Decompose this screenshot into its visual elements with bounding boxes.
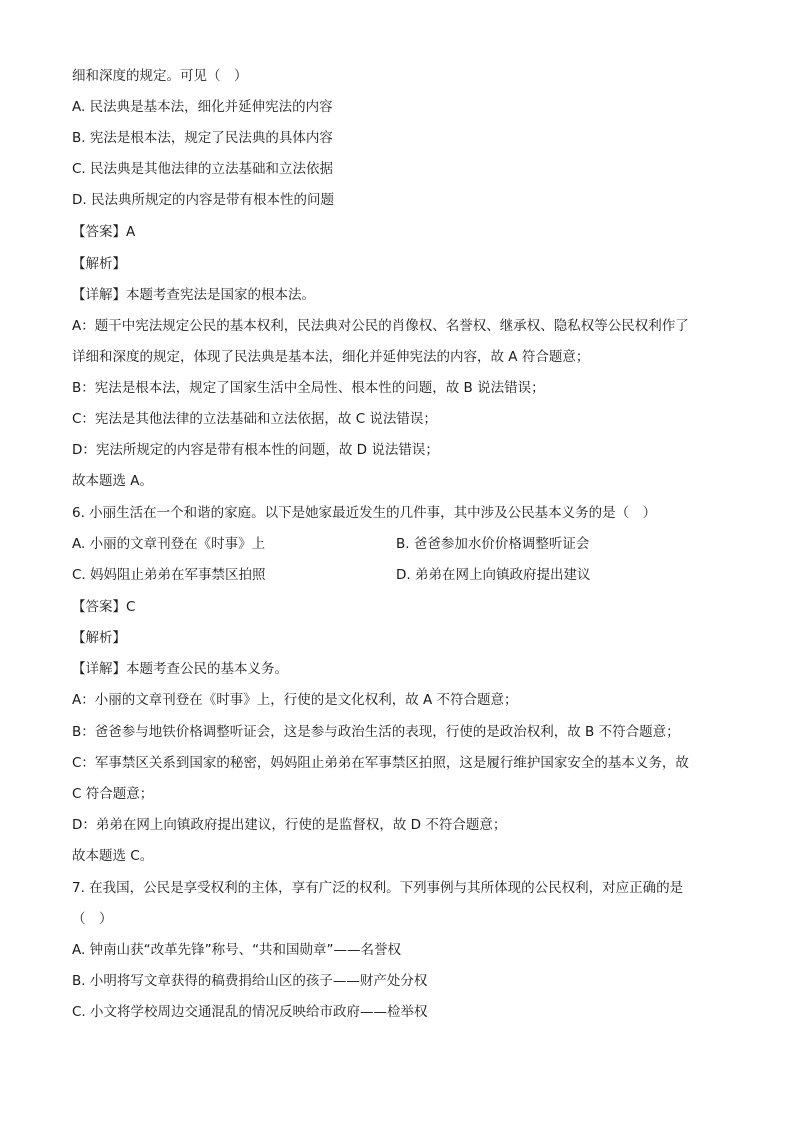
q6-explain-3: C：军事禁区关系到国家的秘密，妈妈阻止弟弟在军事禁区拍照，这是履行维护国家安全的基本义务，故 bbox=[72, 755, 689, 771]
q6-explain-4: C 符合题意； bbox=[72, 786, 154, 802]
q5-explain-1: A：题干中宪法规定公民的基本权利，民法典对公民的肖像权、名誉权、继承权、隐私权等公民权利作了 bbox=[72, 318, 689, 334]
q5-detail: 【详解】本题考查宪法是国家的根本法。 bbox=[72, 287, 315, 303]
q6-option-d: D. 弟弟在网上向镇政府提出建议 bbox=[396, 567, 591, 583]
q6-explain-5: D：弟弟在网上向镇政府提出建议，行使的是监督权，故 D 不符合题意； bbox=[72, 817, 507, 833]
q7-option-a: A. 钟南山获“改革先锋”称号、“共和国勋章”——名誉权 bbox=[72, 942, 402, 958]
q7-stem: 7. 在我国，公民是享受权利的主体，享有广泛的权利。下列事例与其所体现的公民权利，对应正确的是 bbox=[72, 880, 684, 896]
q5-conclusion: 故本题选 A。 bbox=[72, 473, 154, 489]
q5-stem-tail: 细和深度的规定。可见（ ） bbox=[72, 68, 248, 84]
q5-option-c: C. 民法典是其他法律的立法基础和立法依据 bbox=[72, 161, 334, 177]
q6-explain-2: B：爸爸参与地铁价格调整听证会，这是参与政治生活的表现，行使的是政治权利，故 B 不符合题意； bbox=[72, 724, 680, 740]
q6-explain-1: A：小丽的文章刊登在《时事》上，行使的是文化权利，故 A 不符合题意； bbox=[72, 692, 518, 708]
q6-analysis-label: 【解析】 bbox=[72, 630, 126, 646]
q5-explain-3: B：宪法是根本法，规定了国家生活中全局性、根本性的问题，故 B 说法错误； bbox=[72, 380, 545, 396]
q6-option-a: A. 小丽的文章刊登在《时事》上 bbox=[72, 536, 266, 552]
q5-explain-5: D：宪法所规定的内容是带有根本性的问题，故 D 说法错误； bbox=[72, 442, 439, 458]
q5-option-a: A. 民法典是基本法，细化并延伸宪法的内容 bbox=[72, 99, 333, 115]
q6-option-c: C. 妈妈阻止弟弟在军事禁区拍照 bbox=[72, 567, 266, 583]
q5-explain-2: 详细和深度的规定，体现了民法典是基本法，细化并延伸宪法的内容，故 A 符合题意； bbox=[72, 349, 590, 365]
q6-conclusion: 故本题选 C。 bbox=[72, 848, 154, 864]
q5-answer: 【答案】A bbox=[72, 224, 136, 240]
q6-option-b: B. 爸爸参加水价价格调整听证会 bbox=[396, 536, 590, 552]
q6-detail: 【详解】本题考查公民的基本义务。 bbox=[72, 661, 288, 677]
q7-option-c: C. 小文将学校周边交通混乱的情况反映给市政府——检举权 bbox=[72, 1004, 428, 1020]
q7-stem-tail: （ ） bbox=[72, 911, 113, 927]
q7-option-b: B. 小明将写文章获得的稿费捐给山区的孩子——财产处分权 bbox=[72, 973, 428, 989]
q5-explain-4: C：宪法是其他法律的立法基础和立法依据，故 C 说法错误； bbox=[72, 411, 437, 427]
q5-analysis-label: 【解析】 bbox=[72, 256, 126, 272]
q5-option-d: D. 民法典所规定的内容是带有根本性的问题 bbox=[72, 192, 334, 208]
q5-option-b: B. 宪法是根本法，规定了民法典的具体内容 bbox=[72, 130, 333, 146]
q6-answer: 【答案】C bbox=[72, 599, 136, 615]
q6-stem: 6. 小丽生活在一个和谐的家庭。以下是她家最近发生的几件事，其中涉及公民基本义务的是（ ） bbox=[72, 505, 657, 521]
